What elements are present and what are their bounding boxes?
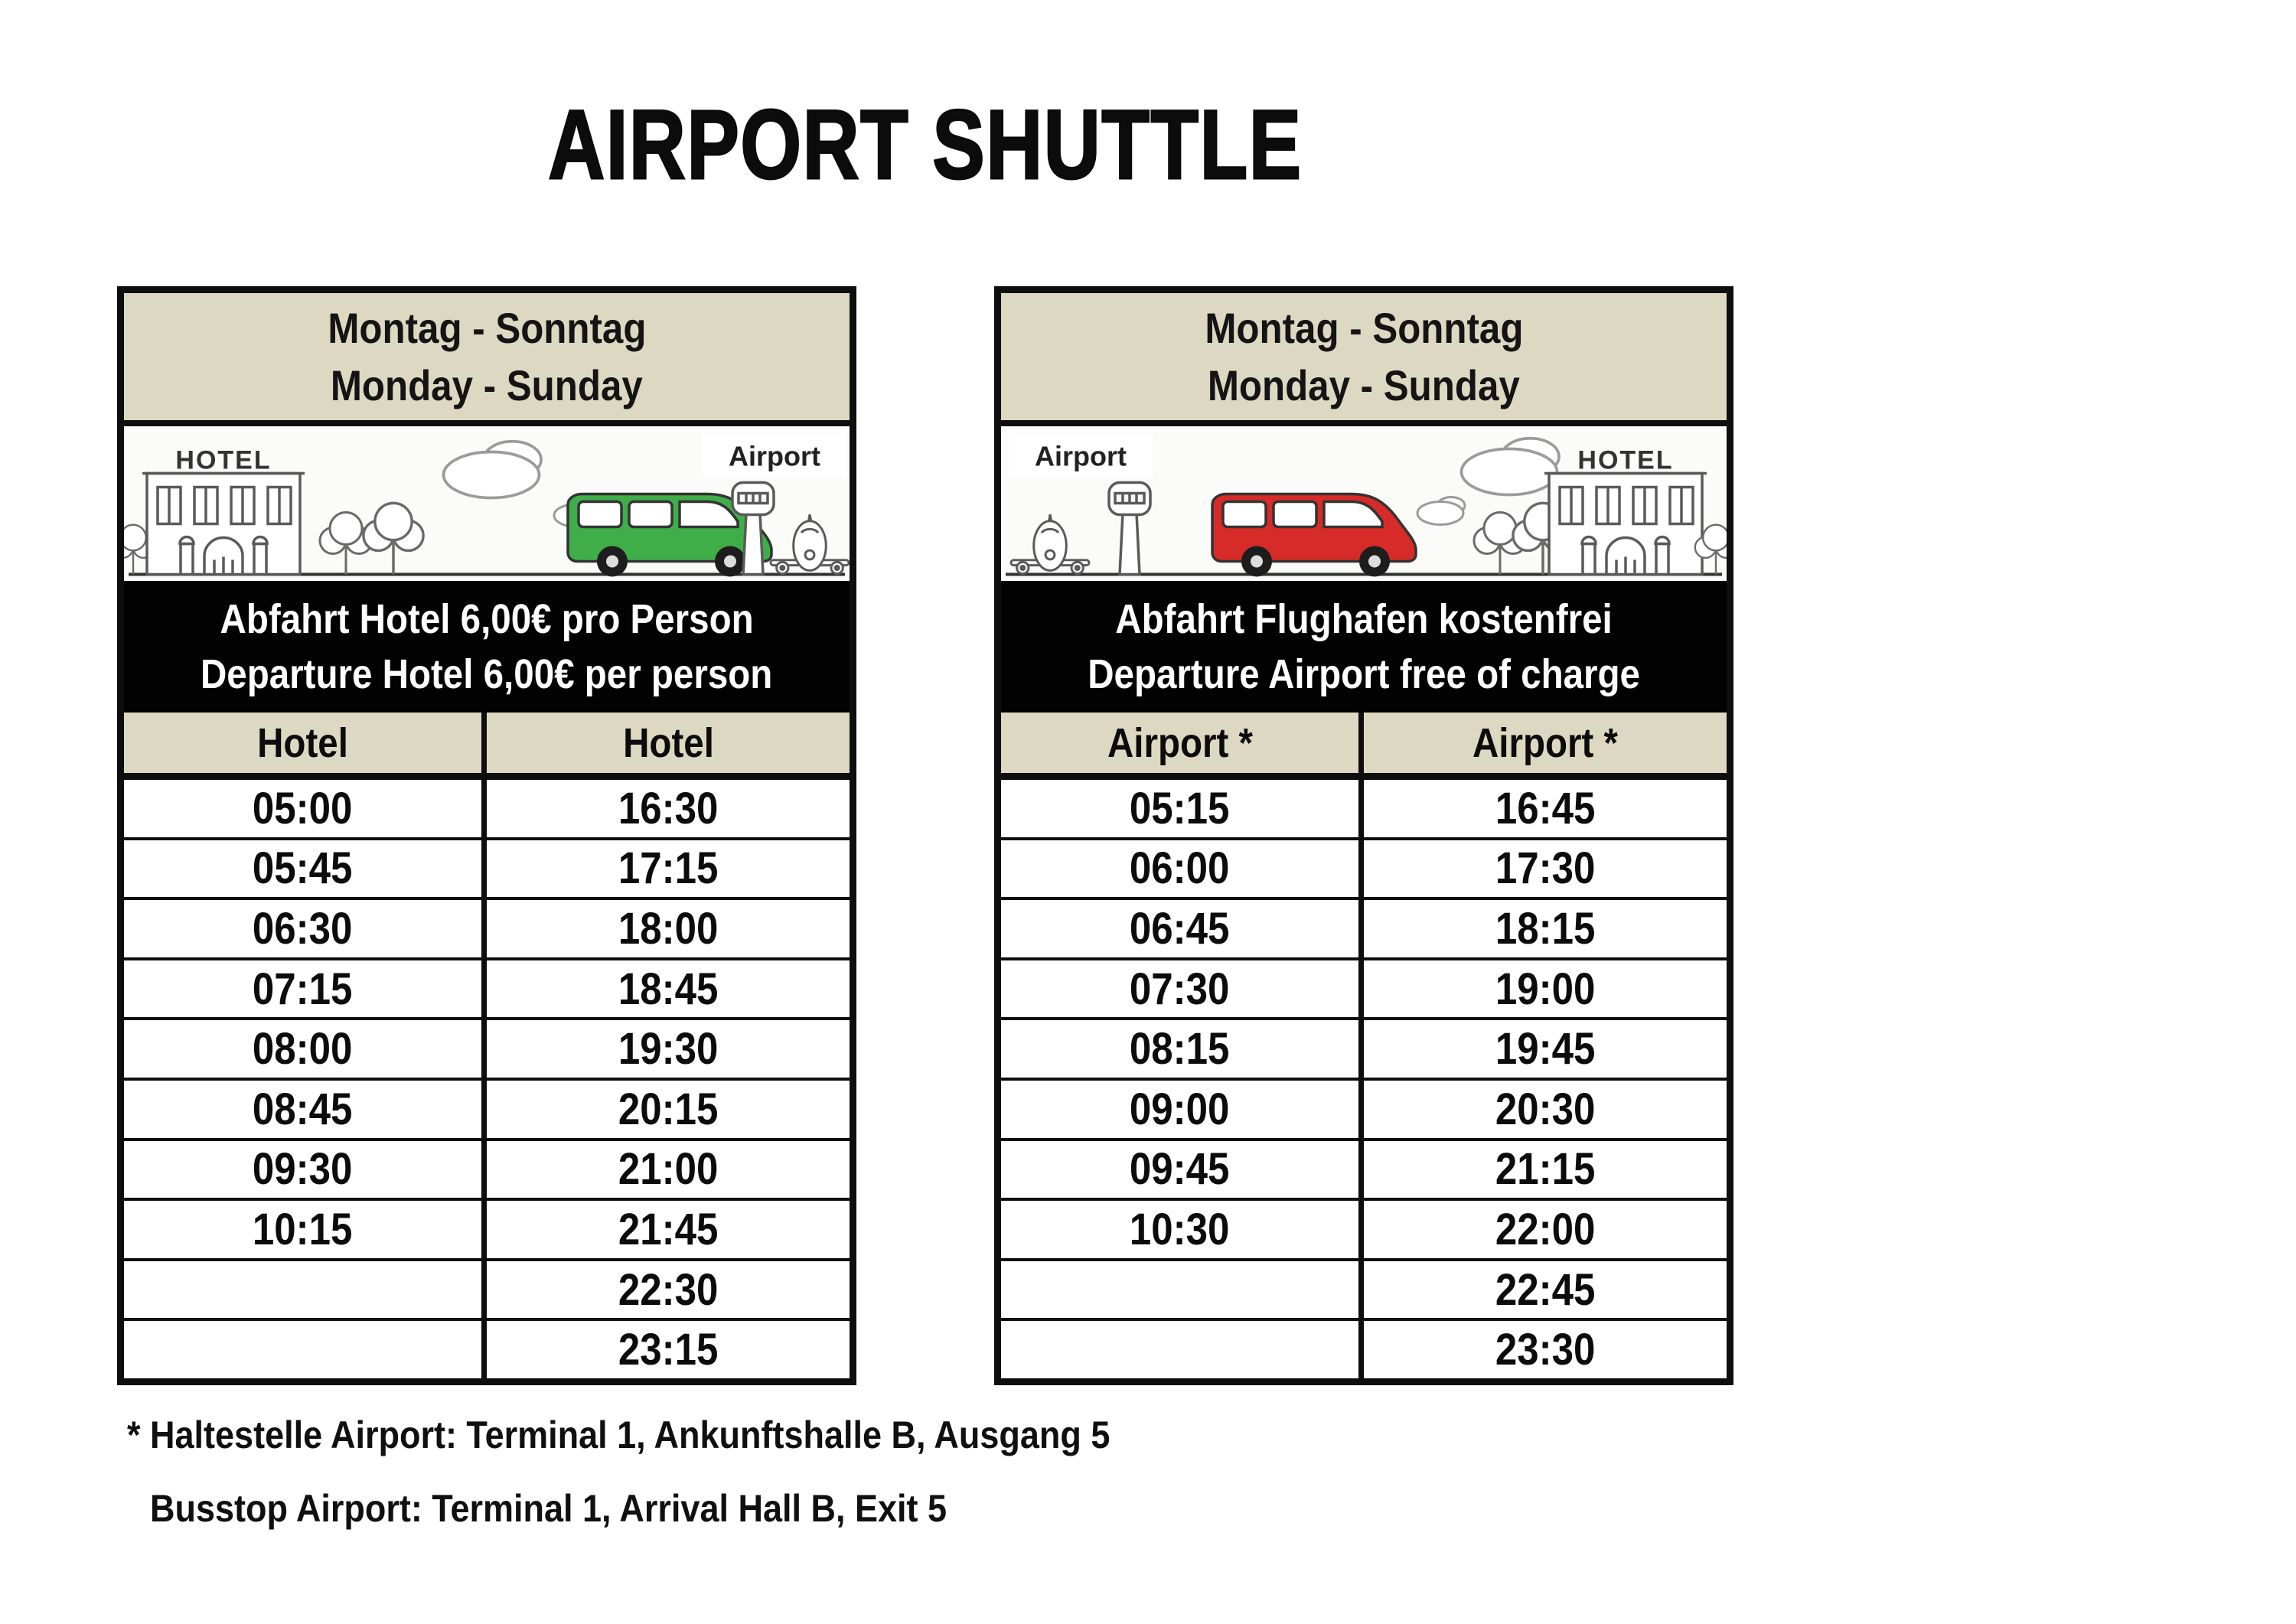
- column-header-label: Hotel: [622, 719, 714, 766]
- time-cell: [1364, 960, 1727, 1018]
- table-row: [1001, 957, 1727, 1018]
- time-value: 23:15: [618, 1325, 719, 1375]
- time-value: 16:30: [618, 783, 719, 833]
- hotel-building-icon: [142, 446, 305, 575]
- day-range-header: [124, 293, 850, 426]
- time-value: 22:00: [1495, 1204, 1596, 1254]
- time-value: 10:30: [1130, 1204, 1230, 1254]
- airport-label: Airport: [729, 440, 820, 472]
- table-row: [124, 1198, 850, 1258]
- time-cell: [124, 840, 487, 898]
- time-value: 16:45: [1495, 783, 1596, 833]
- footnote-en: [127, 1486, 1219, 1531]
- table-row: [1001, 1017, 1727, 1078]
- time-cell: [1364, 1201, 1727, 1258]
- time-cell: [124, 1261, 487, 1319]
- fare-text-en: Departure Hotel 6,00€ per person: [201, 651, 773, 697]
- day-range-de: Montag - Sonntag: [1204, 304, 1524, 352]
- table-row: [124, 837, 850, 898]
- time-value: 21:45: [618, 1204, 719, 1254]
- time-cell: [124, 1201, 487, 1258]
- time-value: 17:30: [1495, 843, 1596, 894]
- fare-banner: [1001, 581, 1727, 713]
- time-value: 19:30: [618, 1024, 719, 1075]
- time-cell: [124, 1081, 487, 1138]
- table-row: [1001, 1198, 1727, 1258]
- time-cell: [487, 1261, 850, 1319]
- column-header: [487, 713, 850, 773]
- airport-label: Airport: [1035, 440, 1127, 472]
- time-value: 20:30: [1495, 1084, 1596, 1134]
- time-value: 09:00: [1130, 1084, 1230, 1134]
- table-row: [124, 1318, 850, 1378]
- airplane-icon: [771, 514, 849, 573]
- time-value: 07:30: [1130, 964, 1230, 1014]
- control-tower-icon: [1109, 483, 1150, 575]
- time-value: 21:00: [618, 1144, 719, 1195]
- airport-to-hotel-illustration: [1001, 426, 1727, 581]
- table-row: [124, 1078, 850, 1138]
- time-cell: [1364, 1020, 1727, 1078]
- time-cell: [1001, 960, 1364, 1018]
- table-row: [124, 1258, 850, 1319]
- day-range-header: [1001, 293, 1727, 426]
- day-range-de: Montag - Sonntag: [327, 304, 647, 352]
- time-cell: [487, 900, 850, 957]
- time-value: 05:00: [253, 783, 353, 833]
- airport-label-box: [703, 434, 846, 478]
- table-row: [1001, 837, 1727, 898]
- table-row: [124, 780, 850, 837]
- day-range-en: Monday - Sunday: [1208, 361, 1520, 409]
- column-header: [124, 713, 487, 773]
- table-row: [124, 897, 850, 957]
- airport-to-hotel-scene: [1001, 426, 1727, 581]
- time-value: 06:45: [1130, 903, 1230, 954]
- fare-text-en: Departure Airport free of charge: [1088, 651, 1640, 697]
- time-value: 08:15: [1130, 1024, 1230, 1075]
- column-headers: [124, 713, 850, 780]
- time-cell: [124, 1321, 487, 1378]
- column-header-label: Airport *: [1107, 719, 1253, 766]
- time-cell: [1001, 1201, 1364, 1258]
- time-value: 19:00: [1495, 964, 1596, 1014]
- day-range-en: Monday - Sunday: [331, 361, 643, 409]
- column-header-label: Hotel: [257, 719, 348, 766]
- time-value: 05:45: [253, 843, 353, 894]
- footnote-de: [127, 1413, 1219, 1457]
- time-cell: [1001, 1081, 1364, 1138]
- table-row: [1001, 780, 1727, 837]
- time-cell: [487, 1201, 850, 1258]
- airplane-icon: [1011, 514, 1089, 573]
- time-value: 22:45: [1495, 1264, 1596, 1315]
- hotel-departure-table: [117, 286, 856, 1385]
- time-cell: [1001, 900, 1364, 957]
- time-value: 05:15: [1130, 783, 1230, 833]
- time-value: 08:00: [253, 1024, 353, 1075]
- time-value: 18:45: [618, 964, 719, 1014]
- table-row: [1001, 1078, 1727, 1138]
- time-cell: [1001, 1321, 1364, 1378]
- red-shuttle-van-icon: [1212, 494, 1416, 577]
- time-value: 18:00: [618, 903, 719, 954]
- cloud-icon: [1417, 497, 1465, 525]
- column-header-label: Airport *: [1472, 719, 1619, 766]
- footnote-en-text: Busstop Airport: Terminal 1, Arrival Hall B, Exit 5: [150, 1487, 947, 1530]
- time-cell: [487, 1020, 850, 1078]
- time-cell: [487, 780, 850, 837]
- time-value: 18:15: [1495, 903, 1596, 954]
- hotel-label: HOTEL: [175, 445, 272, 475]
- time-cell: [487, 840, 850, 898]
- footnote-de-text: * Haltestelle Airport: Terminal 1, Ankunftshalle B, Ausgang 5: [127, 1414, 1110, 1456]
- table-row: [1001, 897, 1727, 957]
- hotel-building-icon: [1544, 446, 1707, 575]
- time-value: 08:45: [253, 1084, 353, 1134]
- time-value: 06:00: [1130, 843, 1230, 894]
- time-cell: [1364, 840, 1727, 898]
- time-value: 23:30: [1495, 1325, 1596, 1375]
- time-cell: [487, 960, 850, 1018]
- column-header: [1001, 713, 1364, 773]
- time-cell: [124, 1020, 487, 1078]
- table-row: [1001, 1138, 1727, 1198]
- time-cell: [1364, 1081, 1727, 1138]
- time-value: 17:15: [618, 843, 719, 894]
- table-row: [124, 1017, 850, 1078]
- page-title: AIRPORT SHUTTLE: [548, 90, 1303, 200]
- time-cell: [1364, 1321, 1727, 1378]
- time-cell: [487, 1141, 850, 1198]
- fare-banner: [124, 581, 850, 713]
- time-cell: [1364, 900, 1727, 957]
- table-row: [124, 1138, 850, 1198]
- time-cell: [487, 1081, 850, 1138]
- fare-text-de: Abfahrt Hotel 6,00€ pro Person: [220, 596, 754, 643]
- time-cell: [1001, 1020, 1364, 1078]
- column-headers: [1001, 713, 1727, 780]
- time-value: 07:15: [253, 964, 353, 1014]
- hotel-to-airport-scene: [124, 426, 850, 581]
- column-header: [1364, 713, 1727, 773]
- hotel-label: HOTEL: [1577, 445, 1674, 475]
- airport-label-box: [1009, 434, 1153, 478]
- time-cell: [124, 1141, 487, 1198]
- time-cell: [124, 900, 487, 957]
- time-cell: [1001, 780, 1364, 837]
- airport-departure-table: [994, 286, 1733, 1385]
- time-value: 06:30: [253, 903, 353, 954]
- cloud-icon: [444, 442, 542, 498]
- time-cell: [1001, 1141, 1364, 1198]
- time-cell: [1364, 1141, 1727, 1198]
- time-value: 22:30: [618, 1264, 719, 1315]
- hotel-to-airport-illustration: [124, 426, 850, 581]
- time-cell: [124, 780, 487, 837]
- fare-text-de: Abfahrt Flughafen kostenfrei: [1115, 596, 1613, 643]
- timetables-container: [117, 286, 1733, 1385]
- time-cell: [124, 960, 487, 1018]
- time-value: 10:15: [253, 1204, 353, 1254]
- time-value: 09:30: [253, 1144, 353, 1195]
- time-rows: [1001, 780, 1727, 1378]
- cloud-icon: [1462, 439, 1560, 495]
- time-cell: [1364, 1261, 1727, 1319]
- time-value: 20:15: [618, 1084, 719, 1134]
- time-cell: [487, 1321, 850, 1378]
- time-cell: [1364, 780, 1727, 837]
- time-value: 09:45: [1130, 1144, 1230, 1195]
- time-cell: [1001, 840, 1364, 898]
- table-row: [124, 957, 850, 1018]
- time-rows: [124, 780, 850, 1378]
- time-value: 21:15: [1495, 1144, 1596, 1195]
- tree-icon: [364, 503, 423, 574]
- time-cell: [1001, 1261, 1364, 1319]
- footnotes: [127, 1413, 1219, 1531]
- table-row: [1001, 1258, 1727, 1319]
- table-row: [1001, 1318, 1727, 1378]
- time-value: 19:45: [1495, 1024, 1596, 1075]
